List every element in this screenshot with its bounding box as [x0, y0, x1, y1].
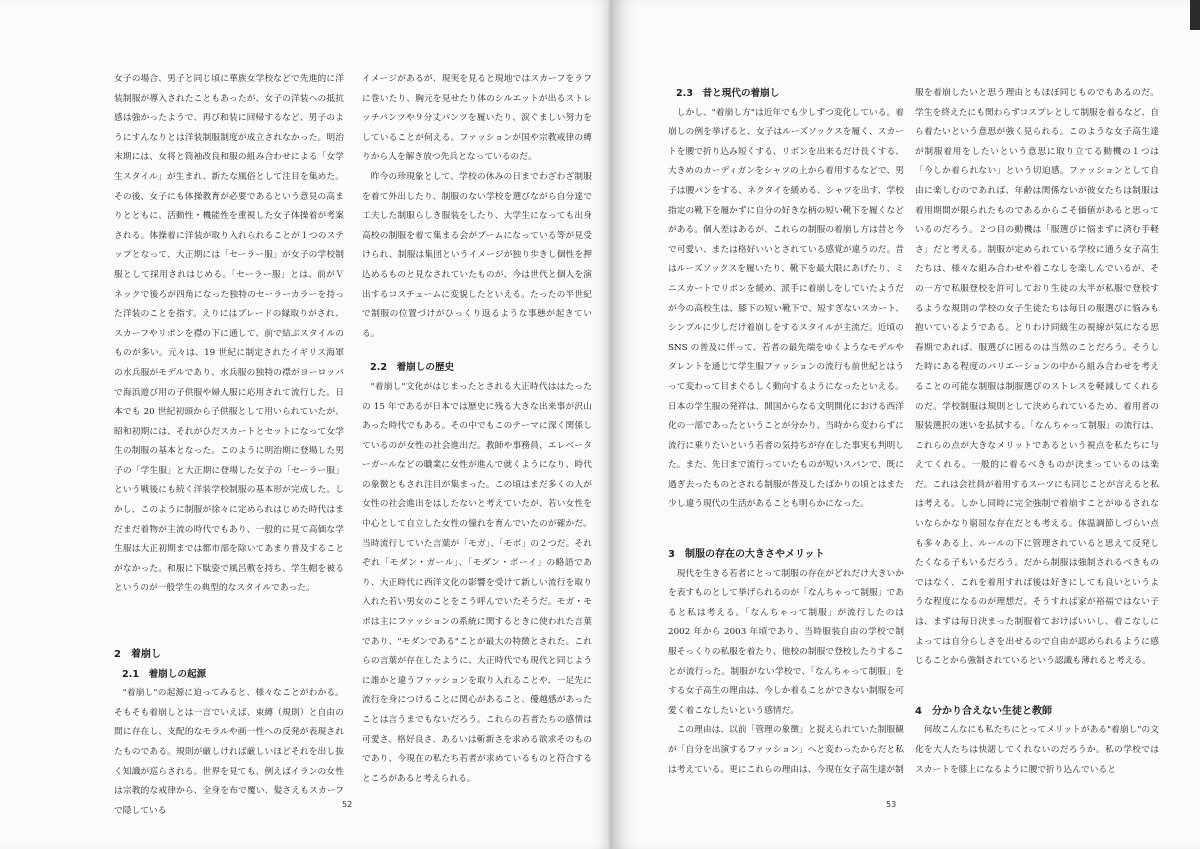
- scan-corner-shadow: [1190, 0, 1200, 30]
- section-heading: 3 制服の存在の大きさやメリット: [668, 549, 825, 561]
- paragraph: "着崩し"文化がはじまったとされる大正時代ははたったの 15 年であるが日本では歴史に残る大きな出来事が沢山あった時代でもある。その中でもこのテーマに深く関係しているのが女性の社会進出だ。教師や事務員、エレベーターガールなどの職業に女性が進んで就くようになり、時代の象徴ともされ注目が集まった。この頃はまだ多くの人が女性の社会進出をはしたないと考えていたが、若い女性を中心として自立した女性の憧れを育んでいたのが確かだ。当時流行していた言葉が「モガ」、「モボ」の２つだ。それぞれ「モダン・ガール」、「モダン・ボーイ」の略語であり、大正時代に西洋文化の影響を受けて新しい流行を取り入れた若い男女のことをこう呼んでいたそうだ。モガ・モボは主にファッションの系統に関するときに使われた言葉であり、"モダンである"ことが最大の特徴とされた。これらの言葉が存在したように、大正時代でも現代と同じように誰かと違うファッションを取り入れることや、一足先に流行を身につけることに関心があること、優越感があったことは言うまでもないだろう。これらの若者たちの感情は可愛さ、格好良さ、あるいは斬新さを求める欲求そのものであり、今現在の私たち若者が求めているものと符合するところがあると考えられる。: [362, 381, 592, 784]
- right-page: [612, 0, 1200, 849]
- paragraph: 昨今の珍現象として、学校の休みの日までわざわざ制服を着て外出したり、制服のない学校を選びながら自分達で工夫した制服らしき服装をしたり、大学生になっても出身高校の制服を着て集まる会がブームになっている等が見受けられ、制服は集団というイメージが独り歩きし個性を押込めるものと見なされていたものが、今は世代と個人を演出するコスチュームに変貌したといえる。たったの半世紀で制服の位置づけがひっくり返るような事態が起きている。: [362, 171, 592, 339]
- paragraph: イメージがあるが、現実を見ると現地ではスカーフをラフに巻いたり、胸元を見せたり体のシルエットが出るストレッチパンツや９分丈パンツを履いたり、涙ぐましい努力をしていることが伺える。ファッションが国や宗教戒律の縛りから人を解き放つ先兵となっているのだ。: [362, 74, 592, 163]
- subsection-heading: 2.2 着崩しの歴史: [370, 362, 455, 374]
- section-heading: 2 着崩し: [114, 649, 161, 661]
- paragraph: 何故こんなにも私たちにとってメリットがある"着崩し"の文化を大人たちは快諾してくれないのだろうか。私の学校ではスカートを膝上になるように腰で折り込んでいると: [915, 725, 1159, 775]
- paragraph: 女子の場合、男子と同じ頃に華族女学校などで先進的に洋装制服が導入されたこともあったが、女子の洋装への抵抗感は強かったようで、再び和装に回帰するなど、男子のようにすんなりとは洋装制服制度が成立されなかった。明治末期には、女将と筒袖改良和服の組み合わせによる「女学生スタイル」が生まれ、新たな風俗として注目を集めた。その後、女子にも体操教育が必要であるという意見の高まりとともに、活動性・機能性を重視した女子体操着が考案される。体操着に洋装が取り入れられることが１つのステップとなって、大正期には「セーラー服」が女子の学校制服として採用されはじめる。「セーラー服」とは、前がＶネックで後ろが四角になった独特のセーラーカラーを持った洋装のことを指す。えりにはブレードの縁取りがされ、スカーフやリボンを襟の下に通して、前で結ぶスタイルのものが多い。元々は、19 世紀に制定されたイギリス海軍の水兵服がモデルであり、水兵服の独特の襟がヨーロッパで海浜遊び用の子供服や婦人服に応用されて流行した。日本でも 20 世紀初頭から子供服として用いられていたが、昭和初期には、それがひだスカートとセットになって女学生の制服の基本となった。このように明治期に登場した男子の「学生服」と大正期に登場した女子の「セーラー服」という戦後にも続く洋装学校制服の基本形が完成した。しかし、このように制服が徐々に定められはじめた時代はまだまだ着物が主流の時代でもあり、一般的に見て高価な学生服は大正初期までは都市部を除いてあまり普及することがなかった。和服に下駄姿で風呂敷を持ち、学生帽を被るというのが一般学生の典型的なスタイルであった。: [114, 74, 344, 594]
- paragraph: しかし、"着崩し方"は近年でも少しずつ変化している。着崩しの例を挙げると、女子はルーズソックスを履く、スカートを腰で折り込み短くする、リボンを出来るだけ長くする、大きめのカーディガンをシャツの上から着用するなどで、男子は腰パンをする、ネクタイを緩める、シャツを出す、学校指定の靴下を履かずに自分の好きな柄の短い靴下を履くなどがある。個人差はあるが、これらの制服の着崩し方は昔と今で可愛い、または格好いいとされている感覚が違うのだ。昔はルーズソックスを履いたり、靴下を最大限にあげたり、ミニスカートでリボンを緩め、派手に着崩しをしていたようだが今の高校生は、膝下の短い靴下で、短すぎないスカート、シンプルに少しだけ着崩しをするスタイルが主流だ。近頃の SNS の普及に伴って、若者の最先端をゆくようなモデルやタレントを通じて学生服ファッションの流行も前世紀とはうって変わって目まぐるしく動向するようになったといえる。日本の学生服の発祥は、開国からなる文明開化における西洋化の一部であったということが分かり、当時から変わらずに流行に乗りたいという若者の気持ちが存在した事実も判明した。また、先日まで流行っていたものが短いスパンで、既に過ぎ去ったものとされる制服が普及したばかりの頃とはまた少し違う現代の生活があることも明らかになった。: [668, 107, 904, 510]
- left-page-column-1: [114, 70, 344, 821]
- paragraph: 服を着崩したいと思う理由ともほぼ同じものでもあるのだ。学生を終えたにも関わらずコスプレとして制服を着るなど、自ら着たいという意思が強く見られる。このような女子高生達が制服着用をしたいという意思に取り立てる動機の１つは「今しか着られない」という切迫感。ファッションとして自由に楽しむのであれば、年齢は関係ないが彼女たちは制服は着用期間が限られたものであるからこそ価値があると思っているのだろう。２つ目の動機は「服選びに悩まずに済む手軽さ」だと考える。制服が定められている学校に通う女子高生たちは、様々な組み合わせや着こなしを楽しんでいるが、その一方で私服登校を許可しており生徒の大半が私服で登校するような規則の学校の女子生徒たちは毎日の服選びに悩みも抱いているようである。とりわけ同級生の視線が気になる思春期であれば、服選びに困るのは当然のことだろう。そうした時にある程度のバリエーションの中から組み合わせを考えることの可能な制服は制服選びのストレスを軽減してくれるのだ。学校制服は規則として決められているため、着用者の服装選択の迷いを払拭する。「なんちゃって制服」の流行は、これらの点が大きなメリットであるという視点を私たちに与えてくれる。一般的に着るべきものが決まっているのは楽だ。これは会社員が着用するスーツにも同じことが言えると私は考える。しかし同時に完全強制で着崩すことがゆるされないならかなり窮屈な存在だとも考える。体温調節しづらい点も多々ある上、ルールの下に管理されていると思えて反発したくなる子もいるだろう。だから制服は強制されるべきものではなく、これを着用すれば後は好きにしても良いというような程度になるのが理想だ。そうすれば家が裕福ではない子は、まずは毎日決まった制服着ておけばいいし、着こなしによっては自分らしさを出せるので自由が認められるように感じることから強制されているという認識も薄れると考える。: [915, 88, 1159, 667]
- paragraph: この理由は、以前「管理の象徴」と捉えられていた制服観が「自分を出演するファッション」へと変わったからだと私は考えている。更にこれらの理由は、今現在女子高生達が制: [668, 725, 904, 775]
- page-number: 52: [342, 800, 353, 809]
- paragraph: 現代を生きる若者にとって制服の存在がどれだけ大きいかを表すものとして挙げられるのが「なんちゃって制服」であると私は考える。「なんちゃって制服」が流行したのは 2002 年から 2003 年頃であり、当時服装自由の学校で制服そっくりの私服を着たり、他校の制服で登校したりすることが流行った。制服がない学校で、「なんちゃって制服」をする女子高生の理由は、今しか着ることができない制服を可愛く着こなしたいという感情だ。: [668, 568, 904, 716]
- right-page-column-1: [668, 70, 904, 780]
- subsection-heading: 2.3 昔と現代の着崩し: [676, 88, 780, 99]
- subsection-heading: 2.1 着崩しの起源: [122, 668, 207, 680]
- section-heading: 4 分かり合えない生徒と教師: [915, 705, 1052, 717]
- right-page-column-2: [915, 70, 1159, 780]
- left-page-column-2: [362, 70, 592, 789]
- page-number: 53: [886, 800, 897, 809]
- paragraph: "着崩し"の起源に迫ってみると、様々なことがわかる。そもそも着崩しとは一言でいえば、束縛（規則）と自由の間に存在し、支配的なモラルや画一性への反発が表現されたものである。規則が厳しければ厳しいほどそれを出し抜く知識が巡らされる。世界を見ても、例えばイランの女性は宗教的な戒律から、全身を布で覆い、髪さえもスカーフで隠している: [114, 688, 344, 816]
